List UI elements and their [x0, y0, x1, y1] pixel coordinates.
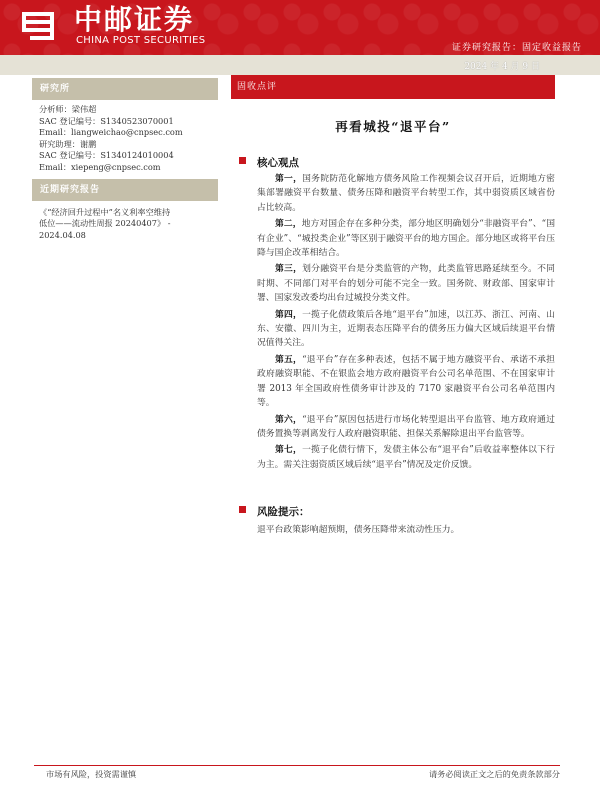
paragraph-lead: 第二，	[275, 219, 302, 230]
report-type-label: 证券研究报告：固定收益报告	[451, 43, 582, 53]
paragraph-lead: 第三，	[275, 264, 303, 275]
paragraph-text: 地方对国企存在多种分类，部分地区明确划分“非融资平台”、“国有企业”、“城投类企业”等区别于融资平台的地方国企。部分地区或将平台压降与国企改革相结合。	[257, 219, 555, 259]
assistant-email[interactable]: Email：xiepeng@cnpsec.com	[39, 161, 161, 172]
core-views-heading	[231, 155, 555, 170]
assistant-name: 研究助理：谢鹏	[39, 138, 97, 149]
core-paragraph-6	[257, 413, 555, 442]
sidebar	[32, 75, 218, 241]
section-bullet-icon	[239, 506, 246, 513]
research-institute-heading: 研究所	[32, 78, 218, 100]
footer-disclaimer-note: 请务必阅读正文之后的免责条款部分	[428, 769, 560, 779]
report-title: 再看城投“退平台”	[335, 119, 451, 134]
analyst-sac-number: SAC 登记编号：S1340523070001	[39, 115, 174, 126]
core-paragraph-5	[257, 353, 555, 411]
core-paragraph-1	[257, 172, 555, 215]
core-views-heading-text: 核心观点	[257, 157, 299, 169]
recent-report-line: 低位——流动性周报 20240407》 -	[39, 218, 171, 229]
main-content	[231, 75, 555, 538]
page-header	[0, 0, 600, 55]
paragraph-text: 一揽子化债行情下，发债主体公布“退平台”后收益率整体以下行为主。需关注弱资质区域后续“退平台”情况及定价反馈。	[257, 445, 555, 470]
analyst-info	[32, 100, 218, 176]
risk-heading	[231, 504, 555, 519]
paragraph-lead: 第五，	[275, 354, 303, 365]
core-paragraph-7	[257, 443, 555, 472]
section-bullet-icon	[239, 157, 246, 164]
recent-report-date: 2024.04.08	[39, 229, 86, 240]
footer-risk-warning: 市场有风险，投资需谨慎	[46, 769, 137, 779]
paragraph-text: “退平台”存在多种表述，包括不属于地方融资平台、承诺不承担政府融资职能、不在银监会地方政府融资平台公司名单范围、不在国家审计署 2013 年全国政府性债务审计涉及的 7170 家融资平台公司名单范围内等。	[257, 354, 555, 409]
recent-report-line: 《“经济回升过程中”名义利率空维持	[39, 206, 171, 217]
paragraph-lead: 第一，	[275, 174, 303, 184]
footer-divider	[34, 765, 560, 766]
assistant-sac-number: SAC 登记编号：S1340124010004	[39, 150, 174, 161]
analyst-name: 分析师：梁伟超	[39, 104, 97, 114]
risk-text: 退平台政策影响超预期，债务压降带来流动性压力。	[257, 525, 460, 536]
core-paragraph-4	[257, 308, 555, 351]
core-paragraph-2	[257, 217, 555, 260]
logo-chinese-name: 中邮证券	[74, 3, 195, 36]
paragraph-lead: 第七，	[275, 445, 303, 456]
paragraph-text: 国务院防范化解地方债务风险工作视频会议召开后，近期地方密集部署融资平台数量、债务压降和融资平台转型工作，其中弱资质区域省份占比较高。	[257, 174, 555, 213]
paragraph-lead: 第四，	[275, 309, 303, 320]
paragraph-text: “退平台”原因包括进行市场化转型退出平台监管、地方政府通过债务置换等剥离发行人政府融资职能、担保关系解除退出平台监管等。	[257, 414, 555, 439]
category-bar: 固收点评	[231, 75, 555, 99]
recent-report-item[interactable]	[32, 201, 218, 242]
core-paragraph-3	[257, 262, 555, 305]
paragraph-text: 划分融资平台是分类监管的产物，此类监管思路延续至今。不同时期、不同部门对平台的划分可能不完全一致。国务院、财政部、国家审计署、国家发改委均出台过城投分类文件。	[257, 264, 555, 304]
recent-reports-heading: 近期研究报告	[32, 179, 218, 201]
paragraph-lead: 第六，	[275, 414, 303, 425]
china-post-logo-icon	[20, 8, 60, 46]
logo-english-name: CHINA POST SECURITIES	[76, 35, 206, 46]
report-date: 2024 年 4 月 9 日	[464, 62, 540, 72]
paragraph-text: 一揽子化债政策后各地“退平台”加速，以江苏、浙江、河南、山东、安徽、四川为主，近期表态压降平台的债务压力偏大区域后续退平台情况值得关注。	[257, 309, 555, 349]
analyst-email[interactable]: Email：liangweichao@cnpsec.com	[39, 127, 183, 138]
risk-heading-text: 风险提示：	[257, 506, 310, 519]
